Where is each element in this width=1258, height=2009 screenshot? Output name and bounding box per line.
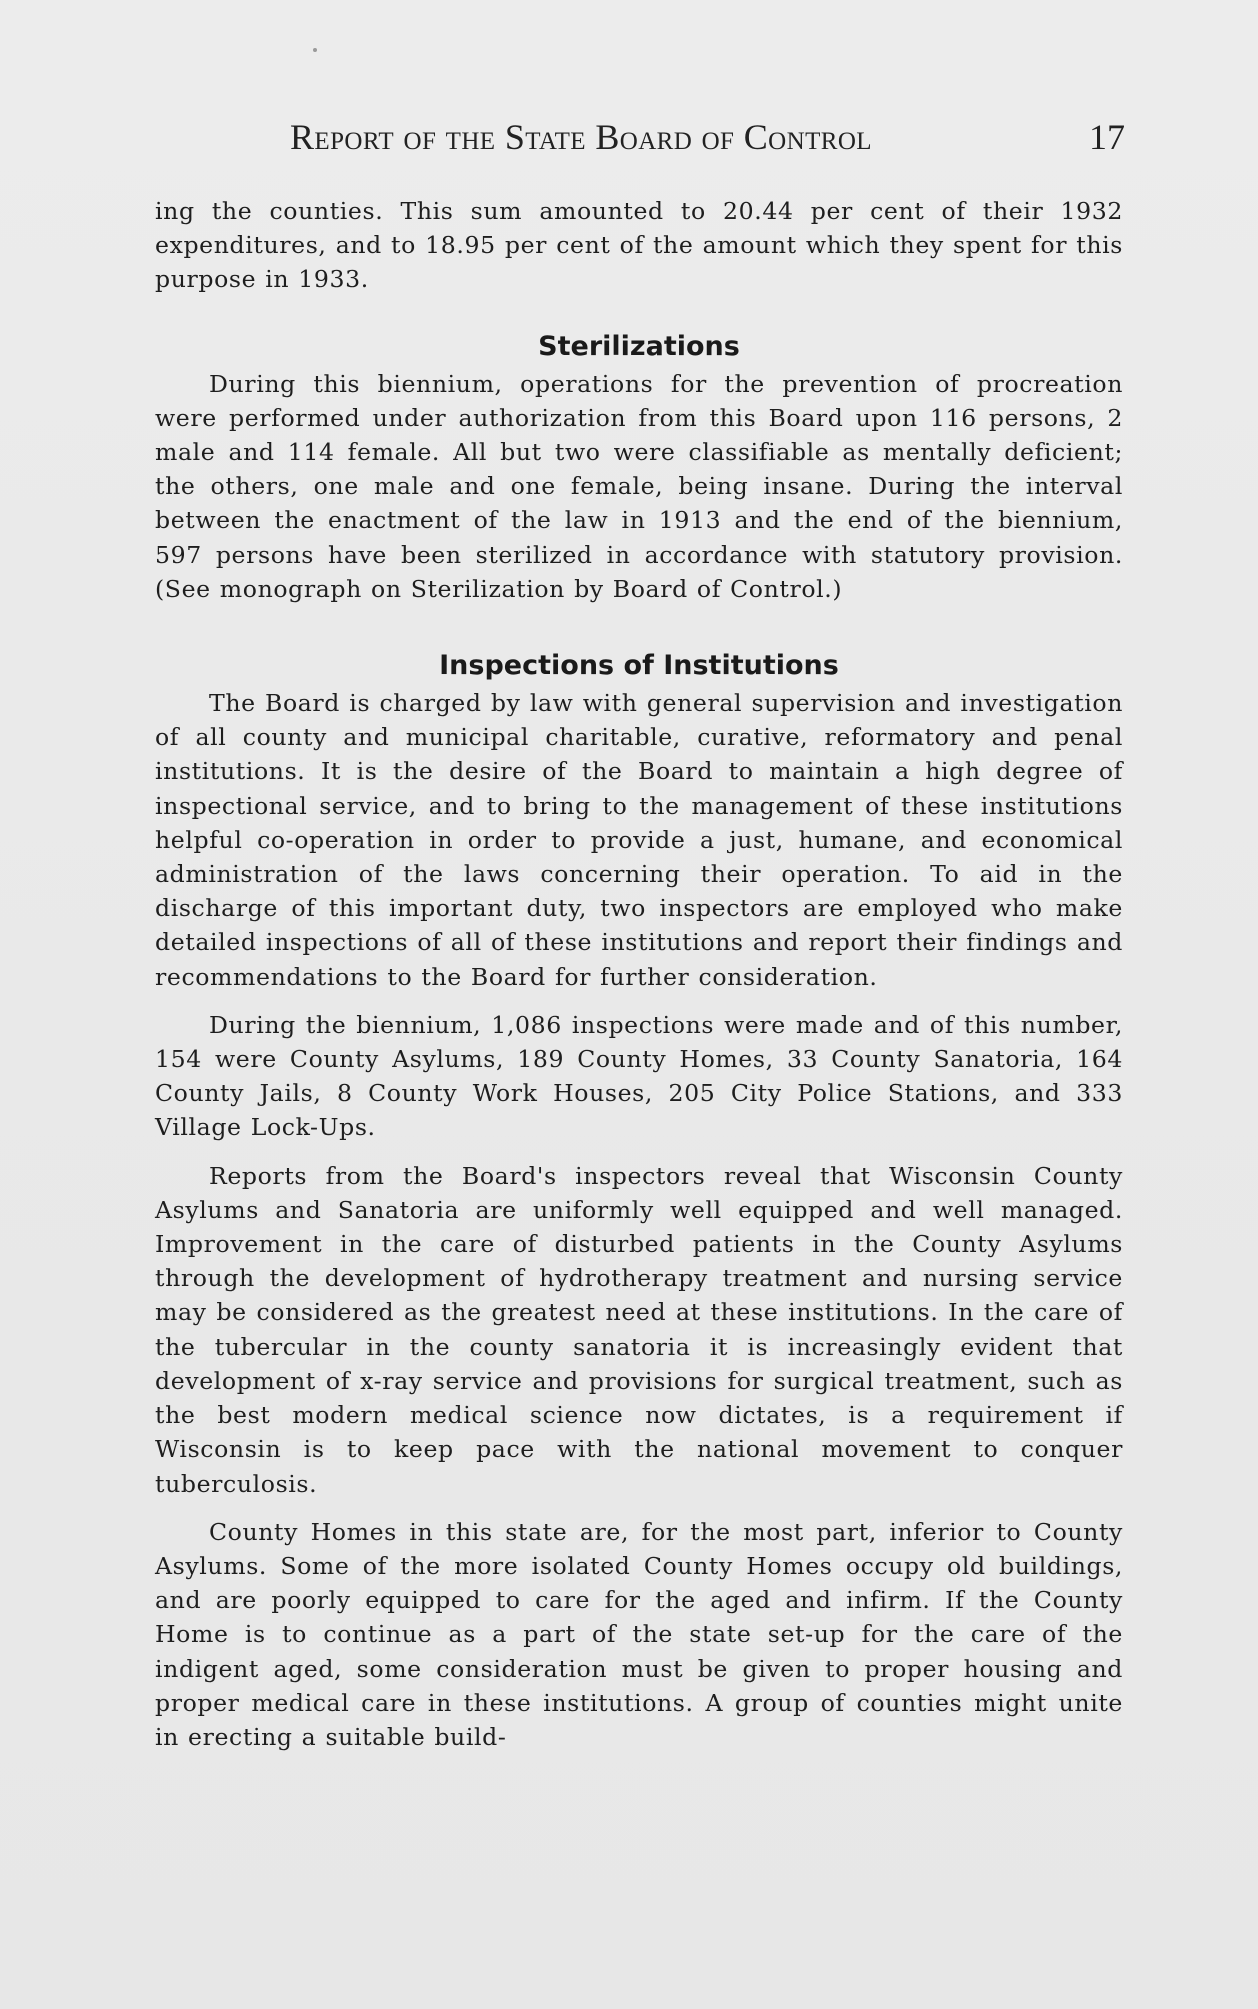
paper-speck: [313, 48, 317, 52]
page-body: [155, 194, 1123, 1754]
section-heading-inspections: Inspections of Institutions: [439, 650, 839, 682]
sterilizations-paragraph: During this biennium, operations for the prevention of procreation were performed under authorization from this Board upon 116 persons, 2 male and 114 female. All but two were classifiable as mentally deficient; the others, one male and one female, being insane. During the interval between the enactment of the law in 1913 and the end of the biennium, 597 persons have been sterilized in accordance with statutory provision. (See monograph on Sterilization by Board of Control.): [155, 369, 1123, 603]
section-heading-sterilizations: Sterilizations: [538, 330, 740, 362]
running-title: Report of the State Board of Control: [290, 117, 872, 157]
page-number: 17: [1089, 117, 1125, 157]
inspections-paragraph-3: Reports from the Board's inspectors reveal that Wisconsin County Asylums and Sanatoria are uniformly well equipped and well managed. Improvement in the care of disturbed patients in the County Asylums through the development of hydrotherapy treatment and nursing service may be considered as the greatest need at these institutions. In the care of the tubercular in the county sanatoria it is increasingly evident that development of x-ray service and provisions for surgical treatment, such as the best modern medical science now dictates, is a requirement if Wisconsin is to keep pace with the national movement to conquer tuberculosis.: [155, 1161, 1123, 1498]
inspections-paragraph-1: The Board is charged by law with general supervision and investigation of all county and municipal charitable, curative, reformatory and penal institutions. It is the desire of the Board to maintain a high degree of inspectional service, and to bring to the management of these institutions helpful co-operation in order to provide a just, humane, and economical administration of the laws concerning their operation. To aid in the discharge of this important duty, two inspectors are employed who make detailed inspections of all of these institutions and report their findings and recommendations to the Board for further consideration.: [155, 689, 1123, 991]
inspections-paragraph-4: County Homes in this state are, for the most part, inferior to County Asylums. Some of the more isolated County Homes occupy old buildings, and are poorly equipped to care for the aged and infirm. If the County Home is to continue as a part of the state set-up for the care of the indigent aged, some consideration must be given to proper housing and proper medical care in these institutions. A group of counties might unite in erecting a suitable build-: [155, 1517, 1123, 1751]
inspections-paragraph-2: During the biennium, 1,086 inspections were made and of this number, 154 were County Asylums, 189 County Homes, 33 County Sanatoria, 164 County Jails, 8 County Work Houses, 205 City Police Stations, and 333 Village Lock-Ups.: [155, 1010, 1123, 1142]
intro-paragraph: ing the counties. This sum amounted to 20.44 per cent of their 1932 expenditures, and to 18.95 per cent of the amount which they spent for this purpose in 1933.: [155, 197, 1123, 294]
running-header: [290, 116, 1125, 160]
